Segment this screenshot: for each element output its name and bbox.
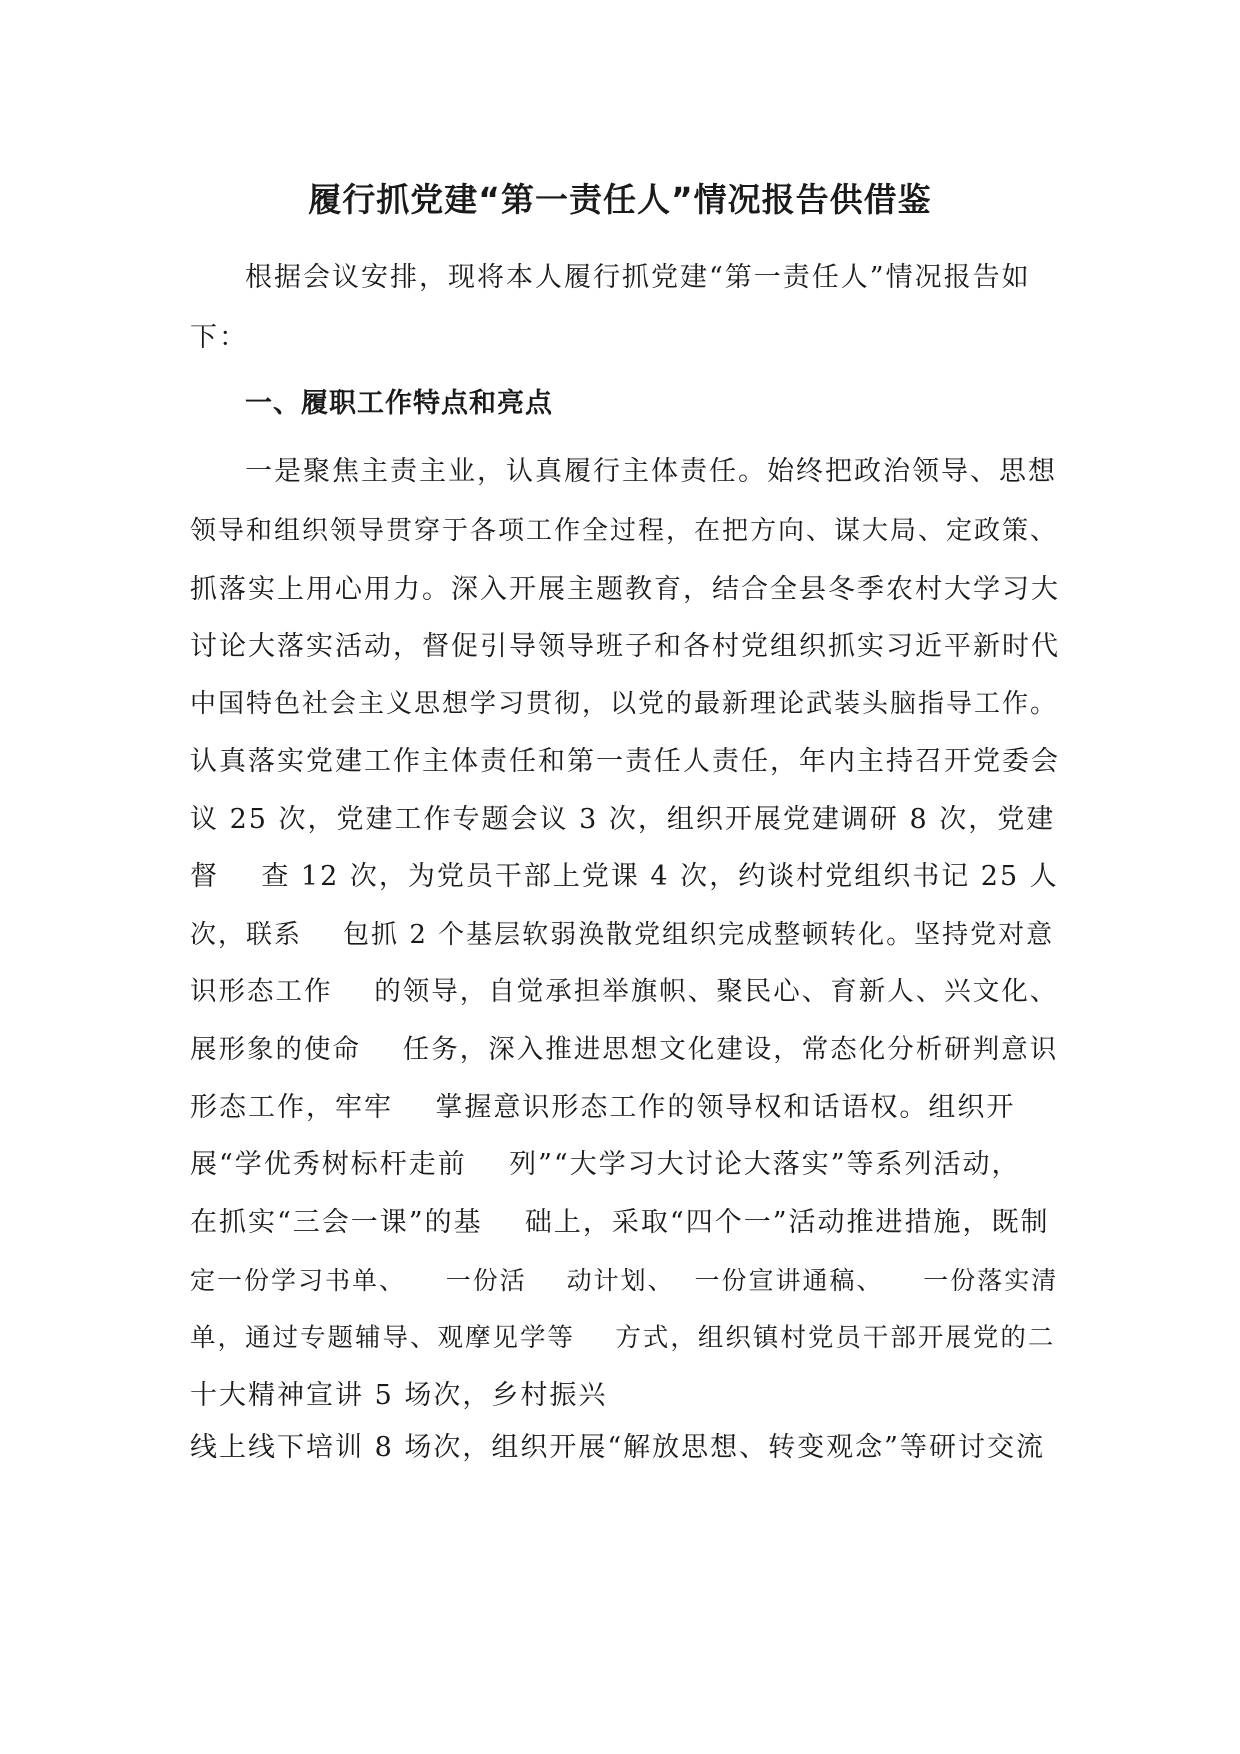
paragraph-line: 议 25 次，党建工作专题会议 3 次，组织开展党建调研 8 次，党建	[190, 804, 1056, 835]
intro-line-2: 下：	[190, 322, 248, 353]
document-title: 履行抓党建“第一责任人”情况报告供借鉴	[308, 180, 932, 219]
paragraph-line: 形态工作，牢牢 掌握意识形态工作的领导权和话语权。组织开	[190, 1092, 1016, 1123]
paragraph-line: 认真落实党建工作主体责任和第一责任人责任，年内主持召开党委会	[190, 746, 1060, 777]
paragraph-line: 讨论大落实活动，督促引导领导班子和各村党组织抓实习近平新时代	[190, 631, 1060, 662]
paragraph-line: 一是聚焦主责主业，认真履行主体责任。始终把政治领导、思想	[245, 456, 1057, 487]
paragraph-line: 次，联系 包抓 2 个基层软弱涣散党组织完成整顿转化。坚持党对意	[190, 920, 1055, 950]
paragraph-line: 十大精神宣讲 5 场次，乡村振兴	[190, 1380, 608, 1411]
paragraph-line: 单，通过专题辅导、观摩见学等 方式，组织镇村党员干部开展党的二	[190, 1323, 1056, 1353]
paragraph-line: 定一份学习书单、 一份活 动计划、 一份宣讲通稿、 一份落实清	[190, 1266, 1059, 1295]
paragraph-line: 中国特色社会主义思想学习贯彻，以党的最新理论武装头脑指导工作。	[190, 689, 1059, 719]
paragraph-line: 抓落实上用心用力。深入开展主题教育，结合全县冬季农村大学习大	[190, 574, 1060, 605]
paragraph-line: 督 查 12 次，为党员干部上党课 4 次，约谈村党组织书记 25 人	[190, 861, 1059, 892]
section-heading: 一、履职工作特点和亮点	[245, 388, 553, 419]
paragraph-line: 线上线下培训 8 场次，组织开展“解放思想、转变观念”等研讨交流	[190, 1432, 1045, 1463]
paragraph-line: 展形象的使命 任务，深入推进思想文化建设，常态化分析研判意识	[190, 1034, 1059, 1065]
paragraph-line: 领导和组织领导贯穿于各项工作全过程，在把方向、谋大局、定政策、	[190, 516, 1059, 546]
paragraph-line: 识形态工作 的领导，自觉承担举旗帜、聚民心、育新人、兴文化、	[190, 976, 1059, 1007]
paragraph-line: 展“学优秀树标杆走前 列”“大学习大讨论大落实”等系列活动，	[190, 1149, 1021, 1180]
paragraph-line: 在抓实“三会一课”的基 础上，采取“四个一”活动推进措施，既制	[190, 1207, 1050, 1238]
intro-line-1: 根据会议安排，现将本人履行抓党建“第一责任人”情况报告如	[245, 262, 1031, 293]
